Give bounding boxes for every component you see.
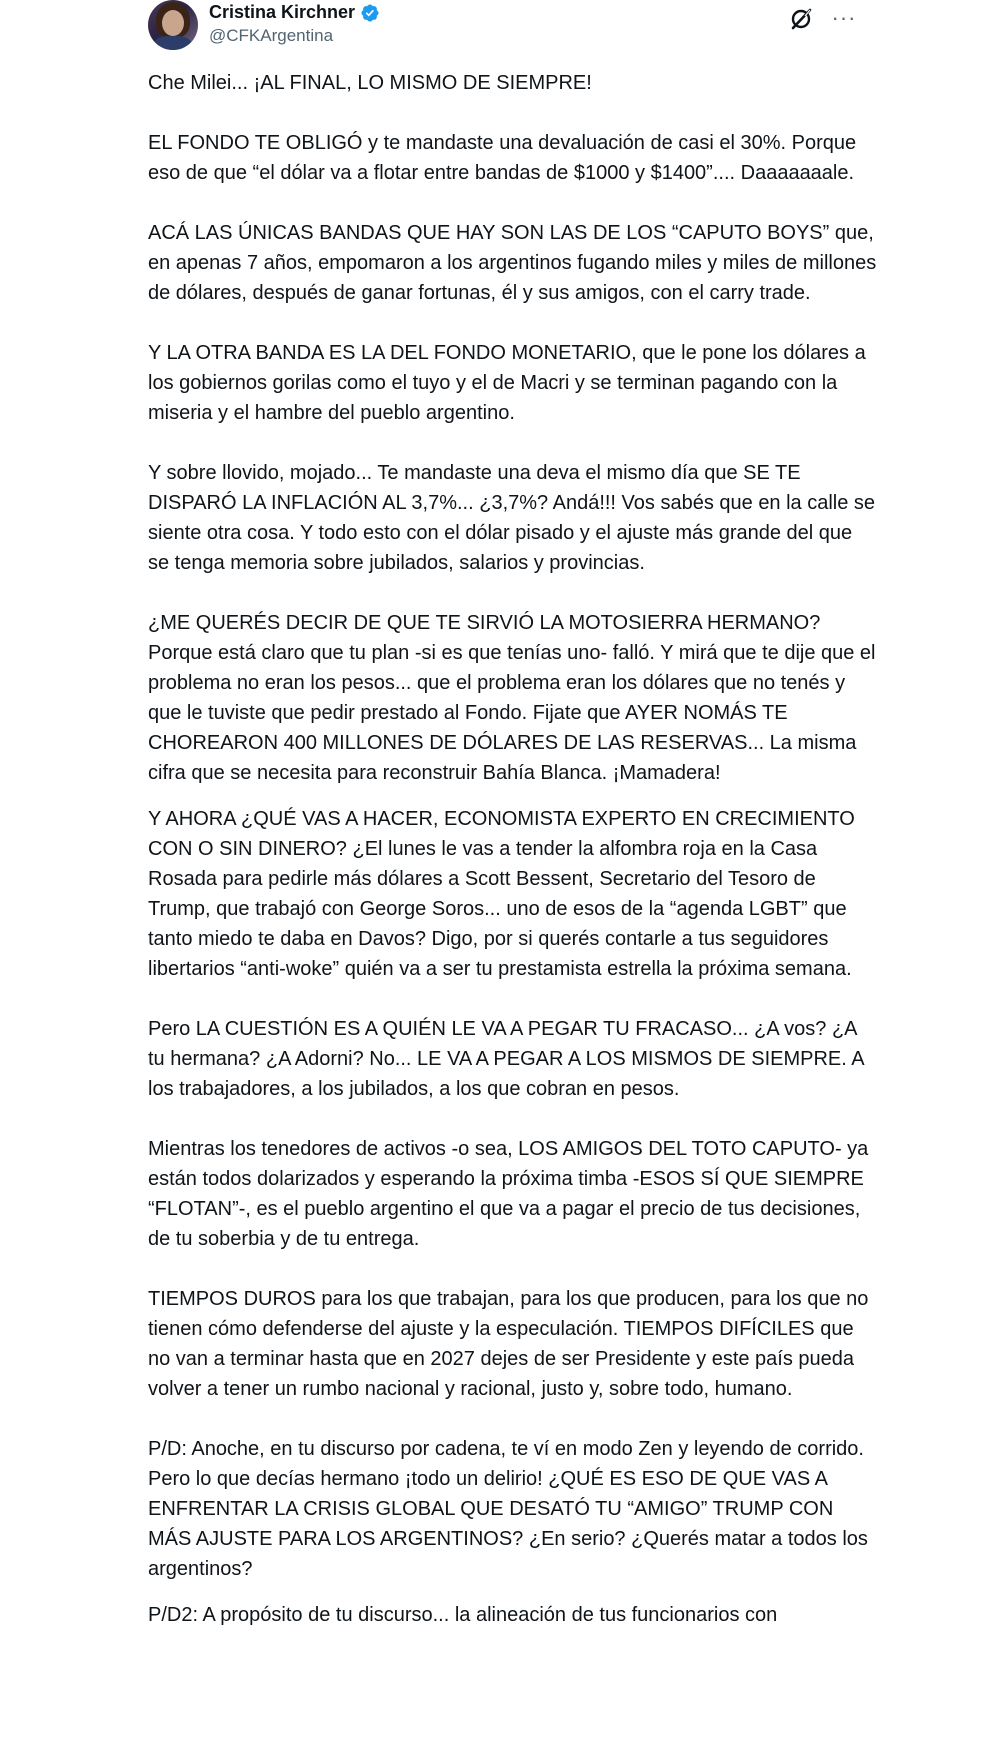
grok-icon[interactable] <box>788 6 814 32</box>
tweet-paragraph: Y sobre llovido, mojado... Te mandaste una deva el mismo día que SE TE DISPARÓ LA INFLACIÓN AL 3,7%... ¿3,7%? Andá!!! Vos sabés que en la calle se siente otra cosa. Y todo esto con el dólar pisado y el ajuste más grande del que se tenga memoria sobre jubilados, salarios y provincias. <box>148 462 876 574</box>
avatar[interactable] <box>148 0 198 50</box>
author-info <box>209 2 380 46</box>
tweet-paragraph: Mientras los tenedores de activos -o sea, LOS AMIGOS DEL TOTO CAPUTO- ya están todos dolarizados y esperando la próxima timba -ESOS SÍ QUE SIEMPRE “FLOTAN”-, es el pueblo argentino el que va a pagar el precio de tus decisiones, de tu soberbia y de tu entrega. <box>148 1138 869 1250</box>
avatar-face <box>162 10 184 36</box>
display-name[interactable]: Cristina Kirchner <box>209 2 356 22</box>
tweet-paragraph: P/D2: A propósito de tu discurso... la alineación de tus funcionarios con <box>148 1604 778 1626</box>
tweet-paragraph: Che Milei... ¡AL FINAL, LO MISMO DE SIEMPRE! <box>148 72 592 94</box>
verified-badge-icon <box>360 3 380 23</box>
tweet-paragraph: ¿ME QUERÉS DECIR DE QUE TE SIRVIÓ LA MOTOSIERRA HERMANO? Porque está claro que tu plan -si es que tenías uno- falló. Y mirá que te dije que el problema no eran los pesos... que el problema eran los dólares que no tenés y que le tuviste que pedir prestado al Fondo. Fijate que AYER NOMÁS TE CHOREARON 400 MILLONES DE DÓLARES DE LAS RESERVAS... La misma cifra que se necesita para reconstruir Bahía Blanca. ¡Mamadera! <box>148 612 876 784</box>
tweet-text <box>148 68 878 1660</box>
tweet-paragraph: Y LA OTRA BANDA ES LA DEL FONDO MONETARIO, que le pone los dólares a los gobiernos gorilas como el tuyo y el de Macri y se terminan pagando con la miseria y el hambre del pueblo argentino. <box>148 342 866 424</box>
tweet-paragraph: EL FONDO TE OBLIGÓ y te mandaste una devaluación de casi el 30%. Porque eso de que “el dólar va a flotar entre bandas de $1000 y $1400”.... Daaaaaaale. <box>148 132 857 184</box>
tweet-paragraph: Pero LA CUESTIÓN ES A QUIÉN LE VA A PEGAR TU FRACASO... ¿A vos? ¿A tu hermana? ¿A Adorni? No... LE VA A PEGAR A LOS MISMOS DE SIEMPRE. A los trabajadores, a los jubilados, a los que cobran en pesos. <box>148 1018 864 1100</box>
tweet-header <box>148 0 868 56</box>
avatar-shirt <box>154 36 192 50</box>
tweet-paragraph: Y AHORA ¿QUÉ VAS A HACER, ECONOMISTA EXPERTO EN CRECIMIENTO CON O SIN DINERO? ¿El lunes le vas a tender la alfombra roja en la Casa Rosada para pedirle más dólares a Scott Bessent, Secretario del Tesoro de Trump, que trabajó con George Soros... uno de esos de la “agenda LGBT” que tanto miedo te daba en Davos? Digo, por si querés contarle a tus seguidores libertarios “anti-woke” quién va a ser tu prestamista estrella la próxima semana. <box>148 808 855 980</box>
tweet-paragraph: P/D: Anoche, en tu discurso por cadena, te ví en modo Zen y leyendo de corrido. Pero lo que decías hermano ¡todo un delirio! ¿QUÉ ES ESO DE QUE VAS A ENFRENTAR LA CRISIS GLOBAL QUE DESATÓ TU “AMIGO” TRUMP CON MÁS AJUSTE PARA LOS ARGENTINOS? ¿En serio? ¿Querés matar a todos los argentinos? <box>148 1438 868 1580</box>
author-handle[interactable]: @CFKArgentina <box>209 26 334 45</box>
author-name-row <box>209 2 380 23</box>
more-icon[interactable]: ··· <box>831 5 857 30</box>
tweet-paragraph: TIEMPOS DUROS para los que trabajan, para los que producen, para los que no tienen cómo defenderse del ajuste y la especulación. TIEMPOS DIFÍCILES que no van a terminar hasta que en 2027 dejes de ser Presidente y este país pueda volver a tener un rumbo nacional y racional, justo y, sobre todo, humano. <box>148 1288 869 1400</box>
tweet-paragraph: ACÁ LAS ÚNICAS BANDAS QUE HAY SON LAS DE LOS “CAPUTO BOYS” que, en apenas 7 años, empomaron a los argentinos fugando miles y miles de millones de dólares, después de ganar fortunas, él y sus amigos, con el carry trade. <box>148 222 877 304</box>
